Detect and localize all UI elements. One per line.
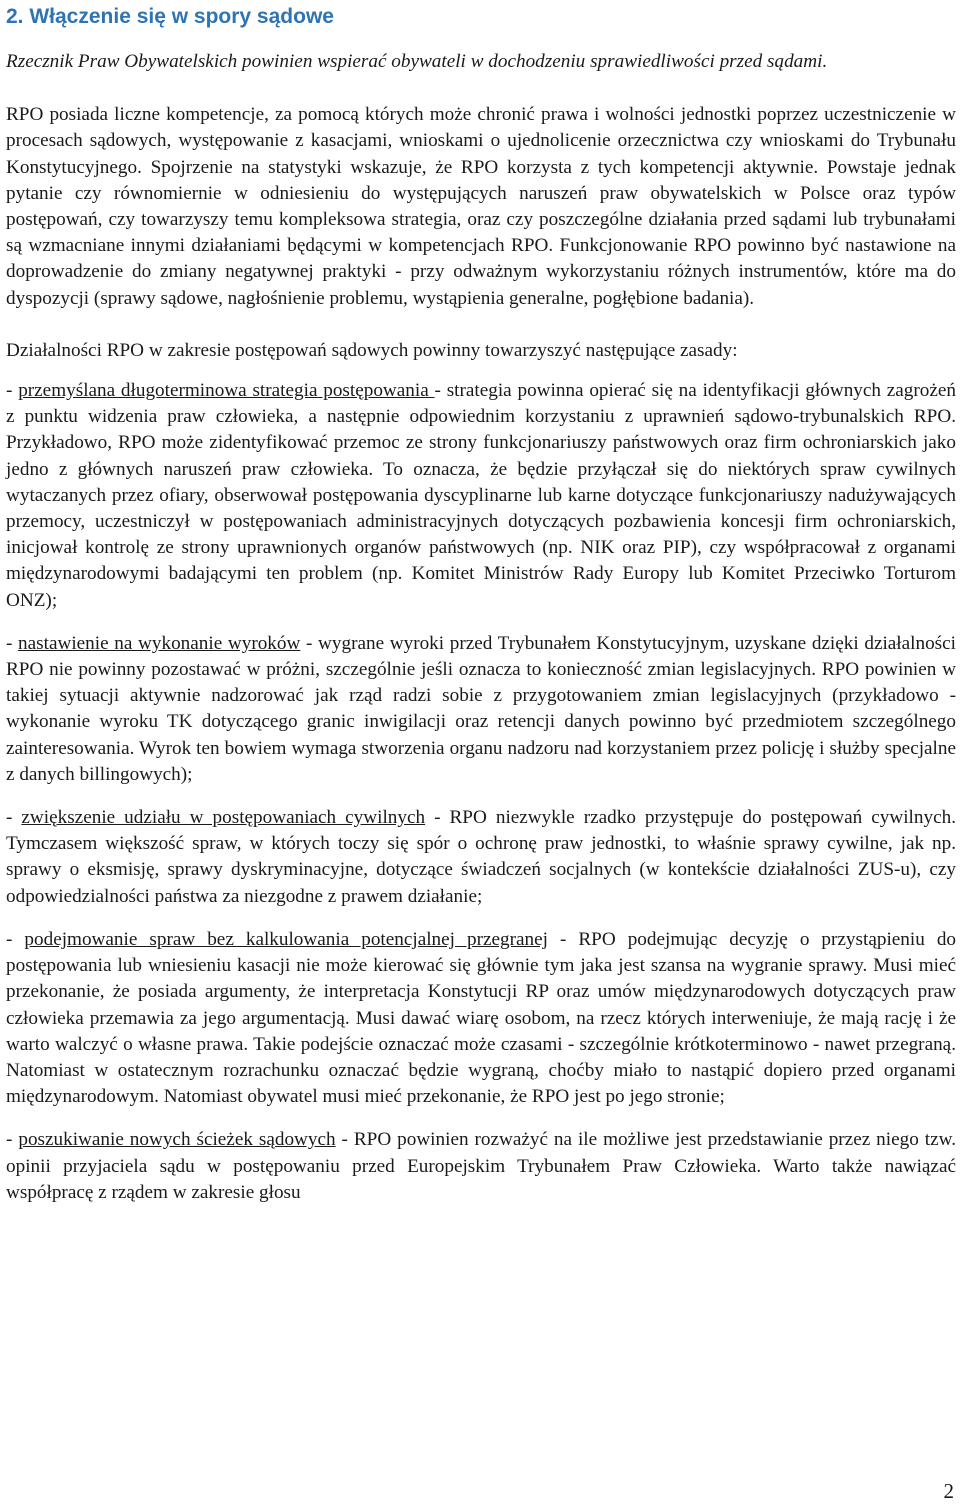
principle-text: - RPO podejmując decyzję o przystąpieniu do postępowania lub wniesieniu kasacji nie może kierować się głównie tym jaka jest szansa na wygranie sprawy. Musi mieć przekonanie, że posiada argumenty, że interpretacja Konstytucji RP oraz umów międzynarodowych dotyczących praw człowieka przemawia za jego argumentacją. Musi dawać wiarę osobom, na rzecz których interweniuje, że mają rację i że warto walczyć o własne prawa. Takie podejście oznaczać może czasami - szczególnie krótkoterminowo - nawet przegraną. Natomiast w ostatecznym rozrachunku oznaczać będzie wygraną, choćby miało to nastąpić dopiero przed organami międzynarodowym. Natomiast obywatel musi mieć przekonanie, że RPO jest po jego stronie; bbox=[6, 928, 957, 1108]
principle-title: zwiększenie udziału w postępowaniach cywilnych bbox=[21, 807, 426, 829]
principle-text: - RPO powinien rozważyć na ile możliwe jest przedstawianie przez niego tzw. opinii przyjaciela sądu w postępowaniu przed Europejskim Trybunałem Praw Człowieka. Warto także nawiązać współpracę z rządem w zakresie głosu bbox=[6, 1129, 956, 1203]
principle-item-no-calculation bbox=[6, 927, 956, 1110]
item-dash: - bbox=[6, 380, 19, 402]
intro-paragraph: Rzecznik Praw Obywatelskich powinien wspierać obywateli w dochodzeniu sprawiedliwości przed sądami. bbox=[6, 51, 828, 72]
principle-item-judgments bbox=[6, 631, 956, 788]
page-number: 2 bbox=[943, 1479, 954, 1503]
section-heading: 2. Włączenie się w spory sądowe bbox=[6, 5, 334, 28]
principle-text: - wygrane wyroki przed Trybunałem Konstytucyjnym, uzyskane dzięki działalności RPO nie powinny pozostawać w próżni, szczególnie jeśli oznacza to konieczność zmian legislacyjnych. RPO powinien w takiej sytuacji aktywnie nadzorować jak rząd radzi sobie z przygotowaniem zmian legislacyjnych (przykładowo - wykonanie wyroku TK dotyczącego granic inwigilacji oraz retencji danych powinno być przedmiotem szczególnego zainteresowania. Wyrok ten bowiem wymaga stworzenia organu nadzoru nad korzystaniem przez policję i służby specjalne z danych billingowych); bbox=[6, 632, 956, 785]
principle-text: - RPO niezwykle rzadko przystępuje do postępowań cywilnych. Tymczasem większość spraw, w których toczy się spór o ochronę praw jednostki, to właśnie sprawy cywilne, jak np. sprawy o eksmisję, sprawy dyskryminacyjne, dotyczące świadczeń socjalnych (w kontekście działalności ZUS-u), czy odpowiedzialności państwa za niezgodne z prawem działanie; bbox=[6, 807, 956, 907]
item-dash: - bbox=[6, 1129, 19, 1151]
principles-lead: Działalności RPO w zakresie postępowań sądowych powinny towarzyszyć następujące zasady: bbox=[6, 339, 738, 361]
item-dash: - bbox=[6, 632, 19, 654]
principle-item-strategy bbox=[6, 378, 956, 614]
principle-item-new-paths bbox=[6, 1127, 956, 1206]
principle-title: przemyślana długoterminowa strategia postępowania bbox=[18, 380, 435, 402]
item-dash: - bbox=[6, 928, 25, 950]
principle-item-civil bbox=[6, 805, 956, 910]
principle-title: nastawienie na wykonanie wyroków bbox=[18, 632, 301, 654]
item-dash: - bbox=[6, 807, 22, 829]
principle-title: podejmowanie spraw bez kalkulowania potencjalnej przegranej bbox=[24, 928, 548, 950]
document-page bbox=[6, 0, 956, 1206]
principle-title: poszukiwanie nowych ścieżek sądowych bbox=[18, 1129, 336, 1151]
principle-text: - strategia powinna opierać się na identyfikacji głównych zagrożeń z punktu widzenia praw człowieka, a następnie odpowiednim korzystaniu z uprawnień sądowo-trybunalskich RPO. Przykładowo, RPO może zidentyfikować przemoc ze strony funkcjonariuszy państwowych oraz firm ochroniarskich jako jedno z głównych naruszeń praw człowieka. To oznacza, że będzie przyłączał się do niektórych spraw cywilnych wytaczanych przez ofiary, obserwował postępowania dyscyplinarne lub karne dotyczące funkcjonariuszy nadużywających przemocy, uczestniczył w postępowaniach administracyjnych dotyczących pozbawienia koncesji firm ochroniarskich, inicjował kontrolę ze strony uprawnionych organów państwowych (np. NIK oraz PIP), czy współpracował z organami międzynarodowymi badającymi ten problem (np. Komitet Ministrów Rady Europy lub Komitet Przeciwko Torturom ONZ); bbox=[6, 380, 957, 611]
body-paragraph: RPO posiada liczne kompetencje, za pomocą których może chronić prawa i wolności jednostki poprzez uczestniczenie w procesach sądowych, występowanie z kasacjami, wnioskami o ujednolicenie orzecznictwa czy wnioskami do Trybunału Konstytucyjnego. Spojrzenie na statystyki wskazuje, że RPO korzysta z tych kompetencji aktywnie. Powstaje jednak pytanie czy równomiernie w odniesieniu do występujących naruszeń praw obywatelskich w Polsce oraz typów postępowań, czy towarzyszy temu kompleksowa strategia, oraz czy poszczególne działania przed sądami lub trybunałami są wzmacniane innymi działaniami będącymi w kompetencjach RPO. Funkcjonowanie RPO powinno być nastawione na doprowadzenie do zmiany negatywnej praktyki - przy odważnym wykorzystaniu różnych instrumentów, które ma do dyspozycji (sprawy sądowe, nagłośnienie problemu, wystąpienia generalne, pogłębione badania). bbox=[6, 104, 956, 309]
